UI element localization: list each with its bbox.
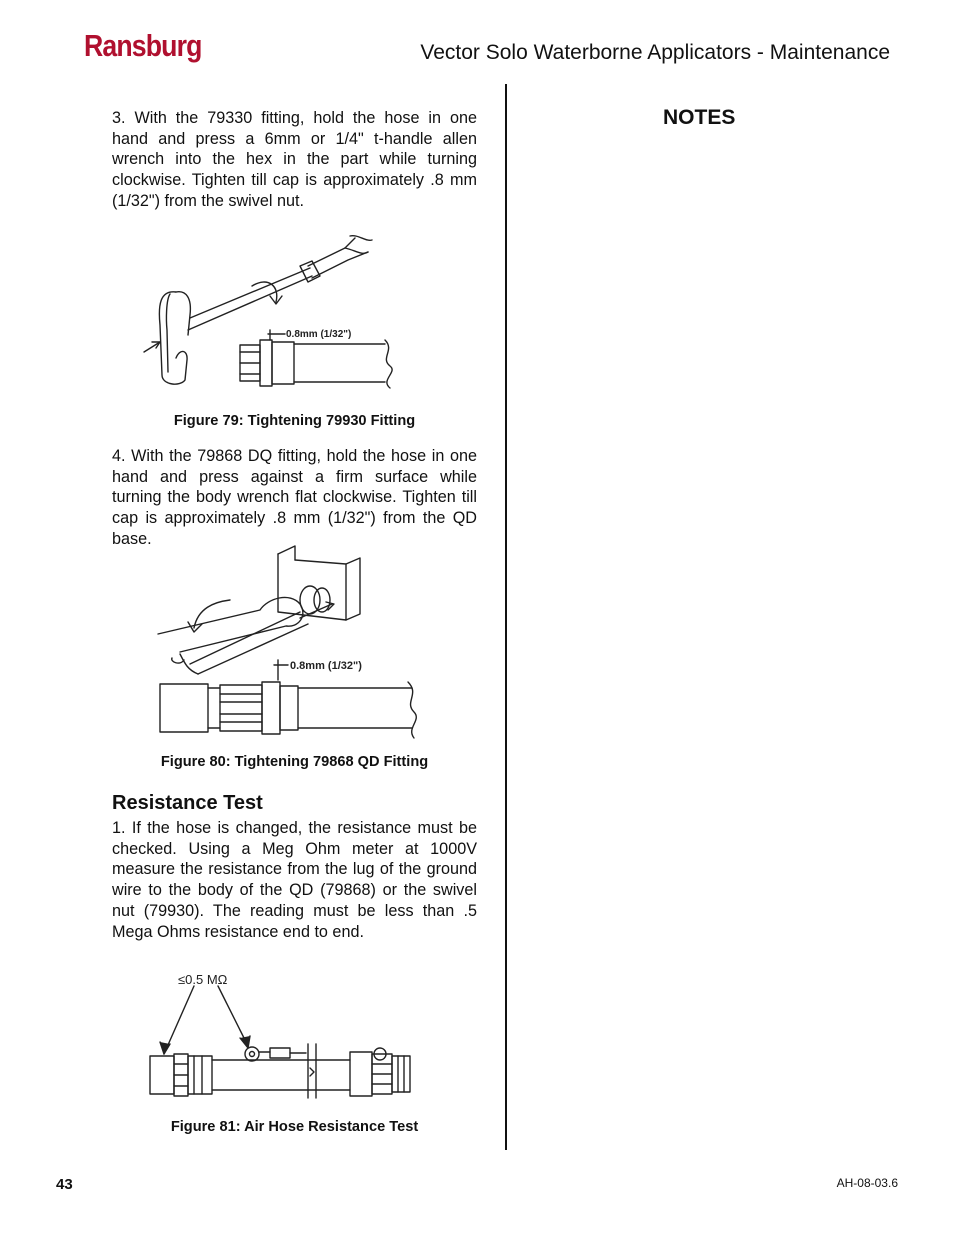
brand-logo: Ransburg [84,28,202,63]
figure-81-resistance-label: ≤0.5 MΩ [178,972,228,987]
document-title: Vector Solo Waterborne Applicators - Maintenance [420,41,890,64]
notes-heading: NOTES [663,106,736,129]
document-code: AH-08-03.6 [836,1176,898,1190]
figure-79-illustration [140,230,410,395]
figure-81-caption: Figure 81: Air Hose Resistance Test [170,1119,419,1135]
figure-81-illustration [144,964,419,1104]
figure-80-dimension-label: 0.8mm (1/32") [290,660,362,672]
page-number: 43 [56,1176,73,1193]
section-heading-resistance-test: Resistance Test [112,792,263,814]
step-4-text: 4. With the 79868 DQ fitting, hold the hose in one hand and press against a firm surface while turning the body wrench flat clockwise. Tighten till cap is approximately .8 mm (1/32") from the QD base. [112,447,477,548]
column-divider [505,84,507,1150]
figure-80-illustration [150,542,430,744]
figure-80-caption: Figure 80: Tightening 79868 QD Fitting [160,754,429,770]
figure-79-caption: Figure 79: Tightening 79930 Fitting [173,413,416,429]
resistance-step-1-text: 1. If the hose is changed, the resistance must be checked. Using a Meg Ohm meter at 1000V measure the resistance from the lug of the ground wire to the body of the QD (79868) or the swivel nut (79930). The reading must be less than .5 Mega Ohms resistance end to end. [112,819,477,941]
step-3-text: 3. With the 79330 fitting, hold the hose in one hand and press a 6mm or 1/4" t-handle allen wrench into the hex in the part while turning clockwise. Tighten till cap is approximately .8 mm (1/32") from the swivel nut. [112,109,477,210]
figure-79-dimension-label: 0.8mm (1/32") [286,329,352,340]
